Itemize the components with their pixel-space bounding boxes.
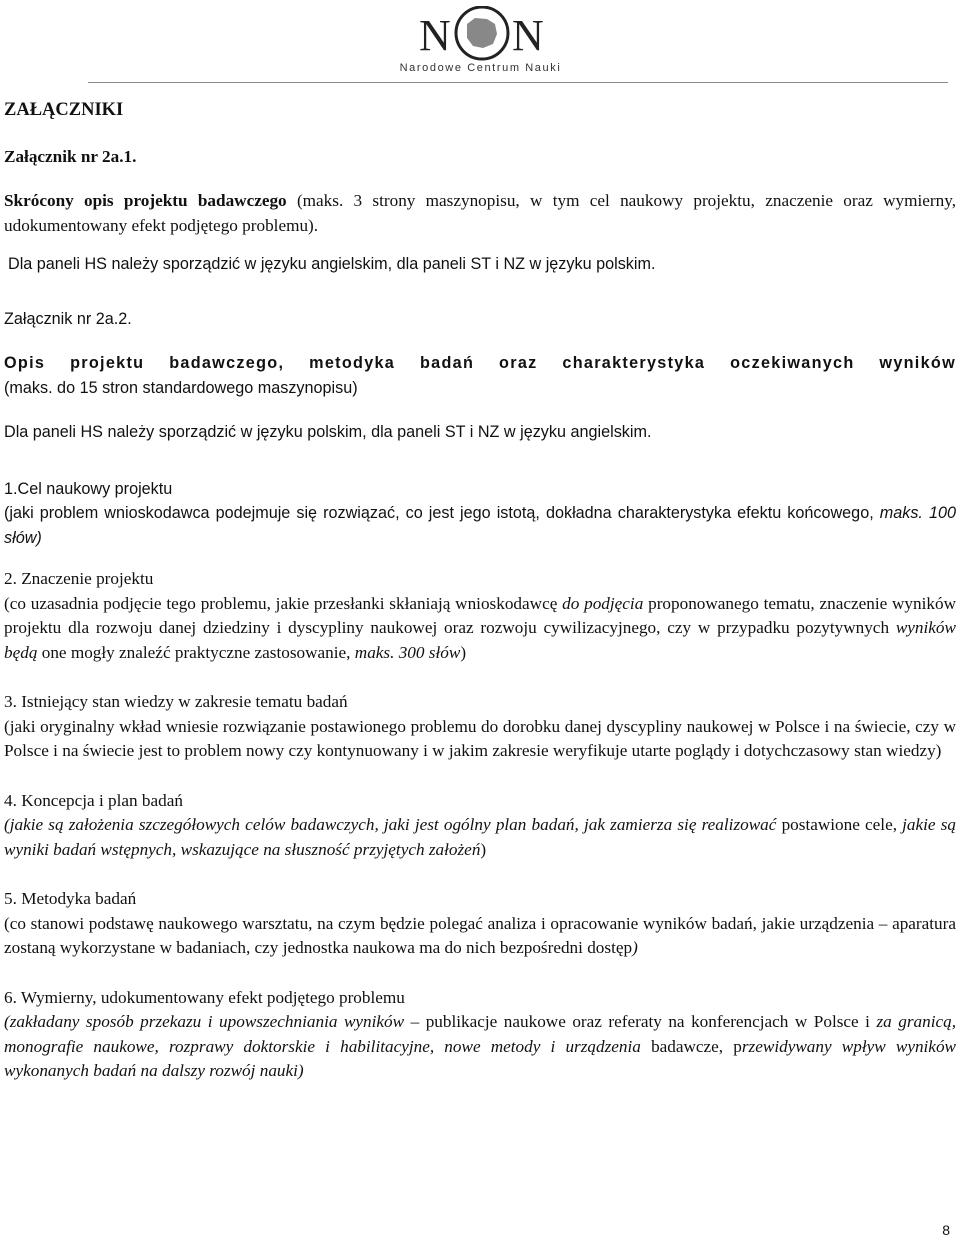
annex-2-description — [4, 351, 956, 400]
section-5-text — [4, 912, 956, 961]
section-3-text: (jaki oryginalny wkład wniesie rozwiązanie postawionego problemu do dorobku danej dyscypliny naukowej w Polsce i na świecie, czy w Polsce i na świecie jest to problem nowy czy kontynuowany i w jakim zakresie weryfikuje utarte poglądy i dotychczasowy stan wiedzy) — [4, 716, 956, 760]
section-6-text — [4, 1010, 956, 1084]
section-6-text-b: – publikacje naukowe oraz referaty na konferencjach w Polsce i — [404, 1012, 877, 1031]
section-4-text-b: postawione cele, — [776, 815, 903, 834]
section-1-text-b: maks. 100 słów) — [4, 504, 956, 547]
annex-1-heading: Załącznik nr 2a.1. — [4, 146, 137, 166]
section-5 — [4, 887, 956, 961]
section-2-text-e: one mogły znaleźć praktyczne zastosowanie, — [37, 642, 355, 662]
section-1-title: 1.Cel naukowy projektu — [4, 479, 173, 498]
section-4-text-a: (jakie są założenia szczegółowych celów badawczych, jaki jest ogólny plan badań, jak zamierza się realizować — [4, 815, 777, 834]
section-4-title: 4. Koncepcja i plan badań — [4, 790, 183, 810]
section-2-text-a: (co uzasadnia podjęcie tego problemu, jakie przesłanki skłaniają wnioskodawcę — [4, 593, 563, 613]
section-2-text-d: wyników będą — [4, 618, 956, 662]
annex-2-text: (maks. do 15 stron standardowego maszynopisu) — [4, 378, 358, 397]
section-4-text-c: jakie są wyniki badań wstępnych, wskazujące na słuszność przyjętych założeń — [4, 815, 957, 859]
section-4-text — [4, 813, 956, 862]
section-2 — [4, 567, 956, 665]
section-2-text-c: proponowanego tematu, znaczenie wyników projektu dla rozwoju danej dziedziny i dyscypliny naukowej oraz rozwoju cywilizacyjnego, czy w przypadku pozytywnych — [4, 593, 956, 637]
section-2-text-f: maks. 300 słów — [354, 642, 461, 662]
section-4 — [4, 789, 956, 863]
ncn-logo — [383, 6, 578, 78]
section-2-text-b: do podjęcia — [562, 593, 644, 613]
document-body — [4, 94, 956, 1084]
svg-text:N: N — [512, 11, 544, 60]
annex-1-language: Dla paneli HS należy sporządzić w języku angielskim, dla paneli ST i NZ w języku polskim. — [8, 255, 656, 273]
section-6-text-d: badawcze, p — [640, 1036, 742, 1056]
svg-text:N: N — [419, 11, 451, 60]
section-6 — [4, 986, 956, 1084]
section-2-text-g: ) — [460, 642, 467, 662]
section-4-text-d: ) — [480, 839, 487, 859]
section-5-text-b: ) — [632, 938, 638, 957]
section-6-text-a: (zakładany sposób przekazu i upowszechniania wyników — [4, 1012, 405, 1031]
annex-2-label: Opis projektu badawczego, metodyka badań oraz charakterystyka oczekiwanych wyników — [4, 354, 956, 372]
header-rule — [88, 82, 948, 83]
section-2-text — [4, 592, 956, 666]
section-2-title: 2. Znaczenie projektu — [4, 569, 154, 588]
section-1-text-a: (jaki problem wnioskodawca podejmuje się rozwiązać, co jest jego istotą, dokładna charakterystyka efektu końcowego, — [4, 504, 880, 522]
section-6-title: 6. Wymierny, udokumentowany efekt podjętego problemu — [4, 987, 405, 1007]
ncn-logo-icon — [383, 6, 578, 62]
annex-2-language: Dla paneli HS należy sporządzić w języku polskim, dla paneli ST i NZ w języku angielskim. — [4, 423, 652, 441]
section-3 — [4, 690, 956, 764]
section-1-text — [4, 501, 956, 550]
section-5-title: 5. Metodyka badań — [4, 889, 137, 908]
page-number: 8 — [942, 1222, 950, 1238]
annex-2-heading: Załącznik nr 2a.2. — [4, 309, 132, 328]
section-6-text-e: rzewidywany wpływ wyników wykonanych badań na dalszy rozwój nauki) — [4, 1036, 956, 1080]
logo-caption: Narodowe Centrum Nauki — [399, 62, 562, 74]
annex-1-description — [4, 189, 956, 238]
document-title: ZAŁĄCZNIKI — [4, 100, 124, 120]
annex-1-label: Skrócony opis projektu badawczego — [4, 191, 287, 210]
section-5-text-a: (co stanowi podstawę naukowego warsztatu, na czym będzie polegać analiza i opracowanie wyników badań, jakie urządzenia – aparatura zostaną wykorzystane w badaniach, czy jednostka naukowa ma do nich bezpośredni dostęp — [4, 913, 956, 957]
section-3-title: 3. Istniejący stan wiedzy w zakresie tematu badań — [4, 692, 348, 711]
annex-1-text: (maks. 3 strony maszynopisu, w tym cel naukowy projektu, znaczenie oraz wymierny, udokumentowany efekt podjętego problemu). — [4, 191, 956, 235]
section-6-text-c: za granicą, monografie naukowe, rozprawy doktorskie i habilitacyjne, nowe metody i urządzenia — [4, 1012, 957, 1056]
section-1 — [4, 477, 956, 551]
